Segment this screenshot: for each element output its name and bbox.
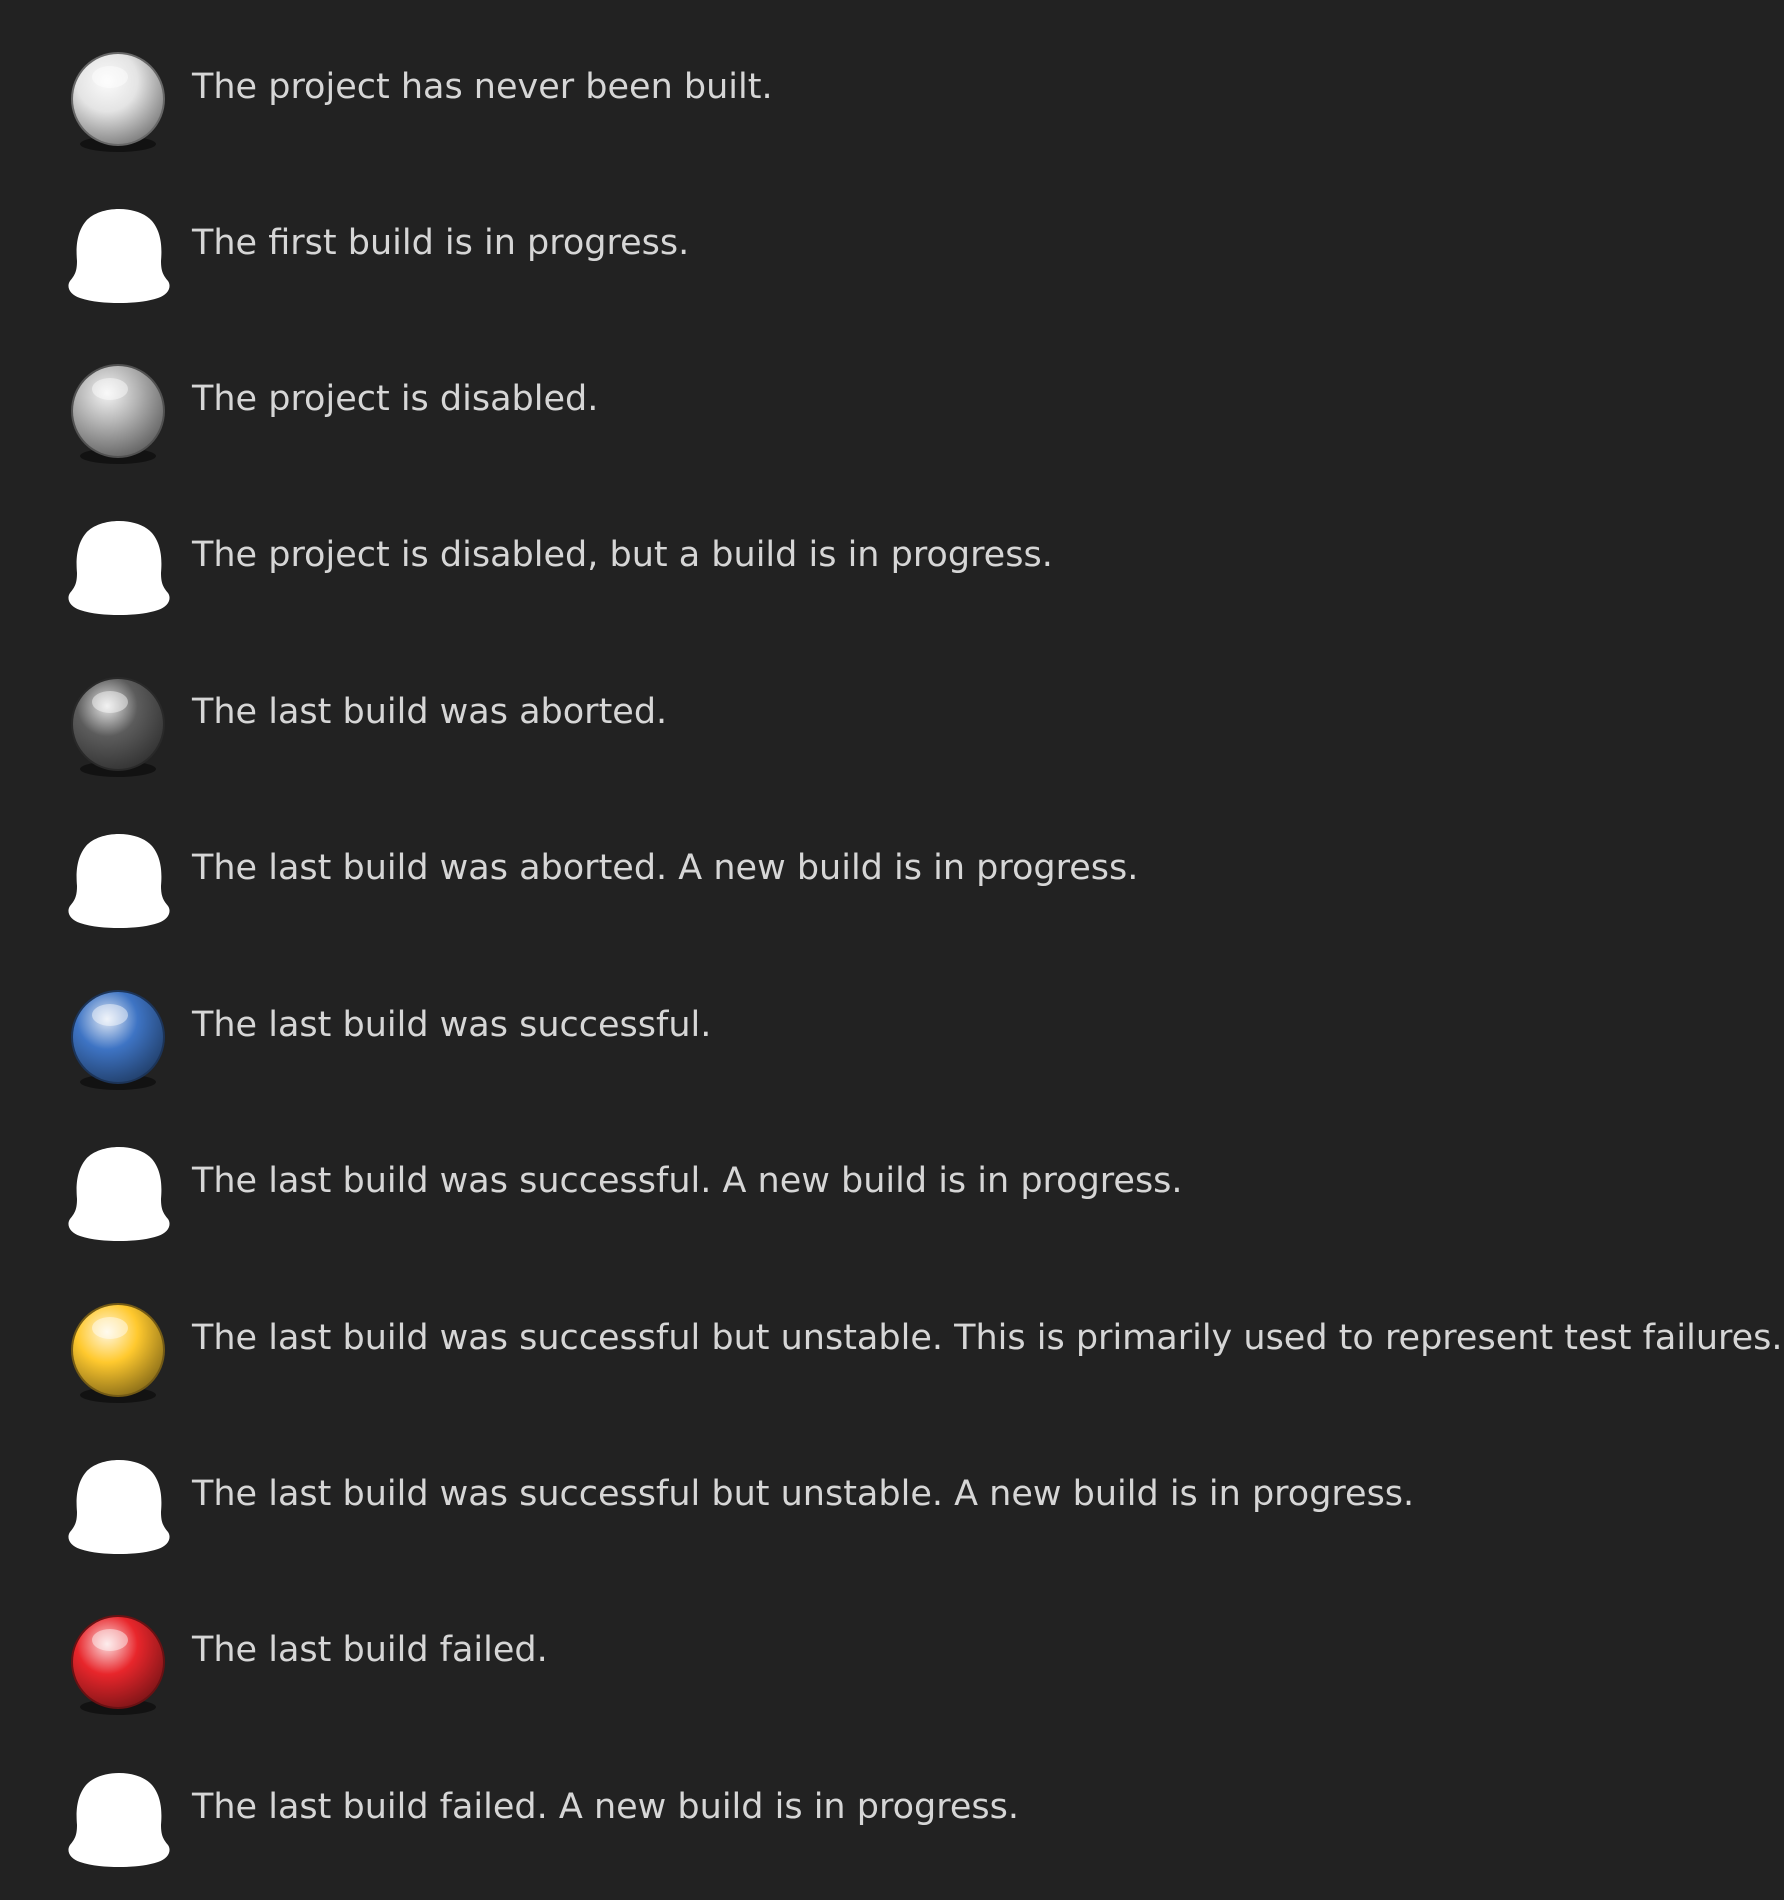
legend-item-label: The last build was aborted. A new build is in progress.	[192, 848, 1139, 888]
legend-item	[0, 1266, 1784, 1422]
legend-item	[0, 327, 1784, 483]
legend-item	[0, 1422, 1784, 1578]
legend-item-label: The project is disabled, but a build is in progress.	[192, 535, 1053, 575]
legend-item	[0, 483, 1784, 639]
legend-item-label: The last build was aborted.	[192, 692, 668, 732]
legend-item	[0, 796, 1784, 952]
legend-item-label: The last build was successful.	[192, 1005, 712, 1045]
legend-item-label: The last build failed. A new build is in progress.	[192, 1787, 1019, 1827]
legend-item-label: The first build is in progress.	[192, 223, 690, 263]
legend-item-label: The last build failed.	[192, 1630, 548, 1670]
legend-item	[0, 171, 1784, 327]
legend-item	[0, 15, 1784, 171]
building-ball-icon	[66, 1454, 172, 1564]
legend-item-label: The project has never been built.	[192, 67, 773, 107]
building-ball-icon	[66, 828, 172, 938]
legend-item	[0, 1578, 1784, 1734]
red-ball-icon	[66, 1610, 172, 1720]
building-ball-icon	[66, 1767, 172, 1877]
yellow-ball-icon	[66, 1298, 172, 1408]
legend-item	[0, 1109, 1784, 1265]
legend-item-label: The last build was successful but unstable. This is primarily used to represent test failures.	[192, 1318, 1783, 1358]
legend-item-label: The project is disabled.	[192, 379, 599, 419]
blue-ball-icon	[66, 985, 172, 1095]
legend-item-label: The last build was successful. A new build is in progress.	[192, 1161, 1183, 1201]
building-ball-icon	[66, 203, 172, 313]
legend-item	[0, 640, 1784, 796]
building-ball-icon	[66, 515, 172, 625]
disabled-ball-icon	[66, 359, 172, 469]
legend-item	[0, 953, 1784, 1109]
legend-item	[0, 1735, 1784, 1891]
grey-ball-icon	[66, 47, 172, 157]
legend-item-label: The last build was successful but unstable. A new build is in progress.	[192, 1474, 1415, 1514]
building-ball-icon	[66, 1141, 172, 1251]
aborted-ball-icon	[66, 672, 172, 782]
